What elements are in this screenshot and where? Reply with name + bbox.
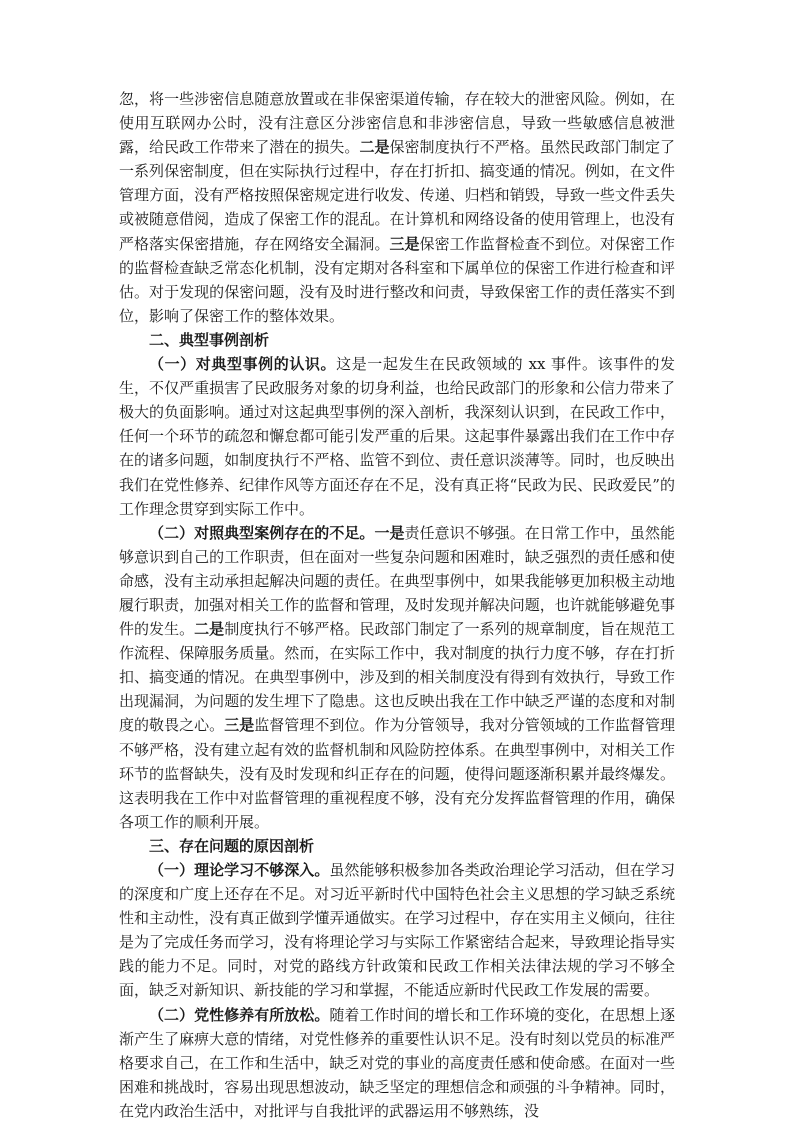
bold-lead-text: （二）党性修养有所放松。 <box>149 1005 330 1024</box>
bold-lead-text: 二是 <box>359 138 390 157</box>
paragraph-text: 虽然能够积极参加各类政治理论学习活动，但在学习的深度和广度上还存在不足。对习近平新时代中国特色社会主义思想的学习缺乏系统性和主动性，没有真正做到学懂弄通做实。在学习过程中，存在实用主义倾向，往往是为了完成任务而学习，没有将理论学习与实际工作紧密结合起来，导致理论指导实践的能力不足。同时，对党的路线方针政策和民政工作相关法律法规的学习不够全面，缺乏对新知识、新技能的学习和掌握，不能适应新时代民政工作发展的需要。 <box>119 861 675 1000</box>
body-paragraph <box>119 87 675 328</box>
bold-lead-text: 二是 <box>194 620 225 639</box>
bold-lead-text: 三是 <box>224 716 255 735</box>
body-paragraph <box>119 352 675 521</box>
paragraph-text: 忽，将一些涉密信息随意放置或在非保密渠道传输，存在较大的泄密风险。例如，在使用互联网办公时，没有注意区分涉密信息和非涉密信息，导致一些敏感信息被泄露，给民政工作带来了潜在的损失。 <box>119 90 675 157</box>
paragraph-text: 二、典型事例剖析 <box>149 330 270 349</box>
body-paragraph <box>119 1003 675 1123</box>
document-page <box>119 87 675 1123</box>
body-paragraph <box>119 858 675 1003</box>
body-paragraph <box>119 521 675 834</box>
paragraph-text: 责任意识不够强。在日常工作中，虽然能够意识到自己的工作职责，但在面对一些复杂问题和困难时，缺乏强烈的责任感和使命感，没有主动承担起解决问题的责任。在典型事例中，如果我能够更加积极主动地履行职责，加强对相关工作的监督和管理，及时发现并解决问题，也许就能够避免事件的发生。 <box>119 523 675 639</box>
bold-lead-text: （一）对典型事例的认识。 <box>149 355 337 374</box>
paragraph-text: 保密制度执行不严格。虽然民政部门制定了一系列保密制度，但在实际执行过程中，存在打折扣、搞变通的情况。例如，在文件管理方面，没有严格按照保密规定进行收发、传递、归档和销毁，导致一些文件丢失或被随意借阅，造成了保密工作的混乱。在计算机和网络设备的使用管理上，也没有严格落实保密措施，存在网络安全漏洞。 <box>119 138 675 253</box>
bold-lead-text: 一是 <box>374 523 405 542</box>
paragraph-text: 制度执行不够严格。民政部门制定了一系列的规章制度，旨在规范工作流程、保障服务质量。然而，在实际工作中，我对制度的执行力度不够，存在打折扣、搞变通的情况。在典型事例中，涉及到的相关制度没有得到有效执行，导致工作出现漏洞，为问题的发生埋下了隐患。这也反映出我在工作中缺乏严谨的态度和对制度的敬畏之心。 <box>119 620 675 735</box>
paragraph-text: 这是一起发生在民政领域的 xx 事件。该事件的发生，不仅严重损害了民政服务对象的切身利益，也给民政部门的形象和公信力带来了极大的负面影响。通过对这起典型事例的深入剖析，我深刻认识到，在民政工作中，任何一个环节的疏忽和懈怠都可能引发严重的后果。这起事件暴露出我们在工作中存在的诸多问题，如制度执行不严格、监管不到位、责任意识淡薄等。同时，也反映出我们在党性修养、纪律作风等方面还存在不足，没有真正将“民政为民、民政爱民”的工作理念贯穿到实际工作中。 <box>119 355 675 518</box>
bold-lead-text: 三是 <box>389 234 420 253</box>
bold-lead-text: （二）对照典型案例存在的不足。 <box>149 523 375 542</box>
paragraph-text: 随着工作时间的增长和工作环境的变化，在思想上逐渐产生了麻痹大意的情绪，对党性修养的重要性认识不足。没有时刻以党员的标准严格要求自己，在工作和生活中，缺乏对党的事业的高度责任感和使命感。在面对一些困难和挑战时，容易出现思想波动，缺乏坚定的理想信念和顽强的斗争精神。同时，在党内政治生活中，对批评与自我批评的武器运用不够熟练，没 <box>119 1005 675 1120</box>
bold-lead-text: （一）理论学习不够深入。 <box>149 861 330 879</box>
paragraph-text: 监督管理不到位。作为分管领导，我对分管领域的工作监督管理不够严格，没有建立起有效的监督机制和风险防控体系。在典型事例中，对相关工作环节的监督缺失，没有及时发现和纠正存在的问题，使得问题逐渐积累并最终爆发。这表明我在工作中对监督管理的重视程度不够，没有充分发挥监督管理的作用，确保各项工作的顺利开展。 <box>119 716 675 831</box>
paragraph-text: 三、存在问题的原因剖析 <box>149 836 315 855</box>
section-heading <box>119 834 675 858</box>
paragraph-text: 保密工作监督检查不到位。对保密工作的监督检查缺乏常态化机制，没有定期对各科室和下属单位的保密工作进行检查和评估。对于发现的保密问题，没有及时进行整改和问责，导致保密工作的责任落实不到位，影响了保密工作的整体效果。 <box>119 234 675 325</box>
section-heading <box>119 328 675 352</box>
